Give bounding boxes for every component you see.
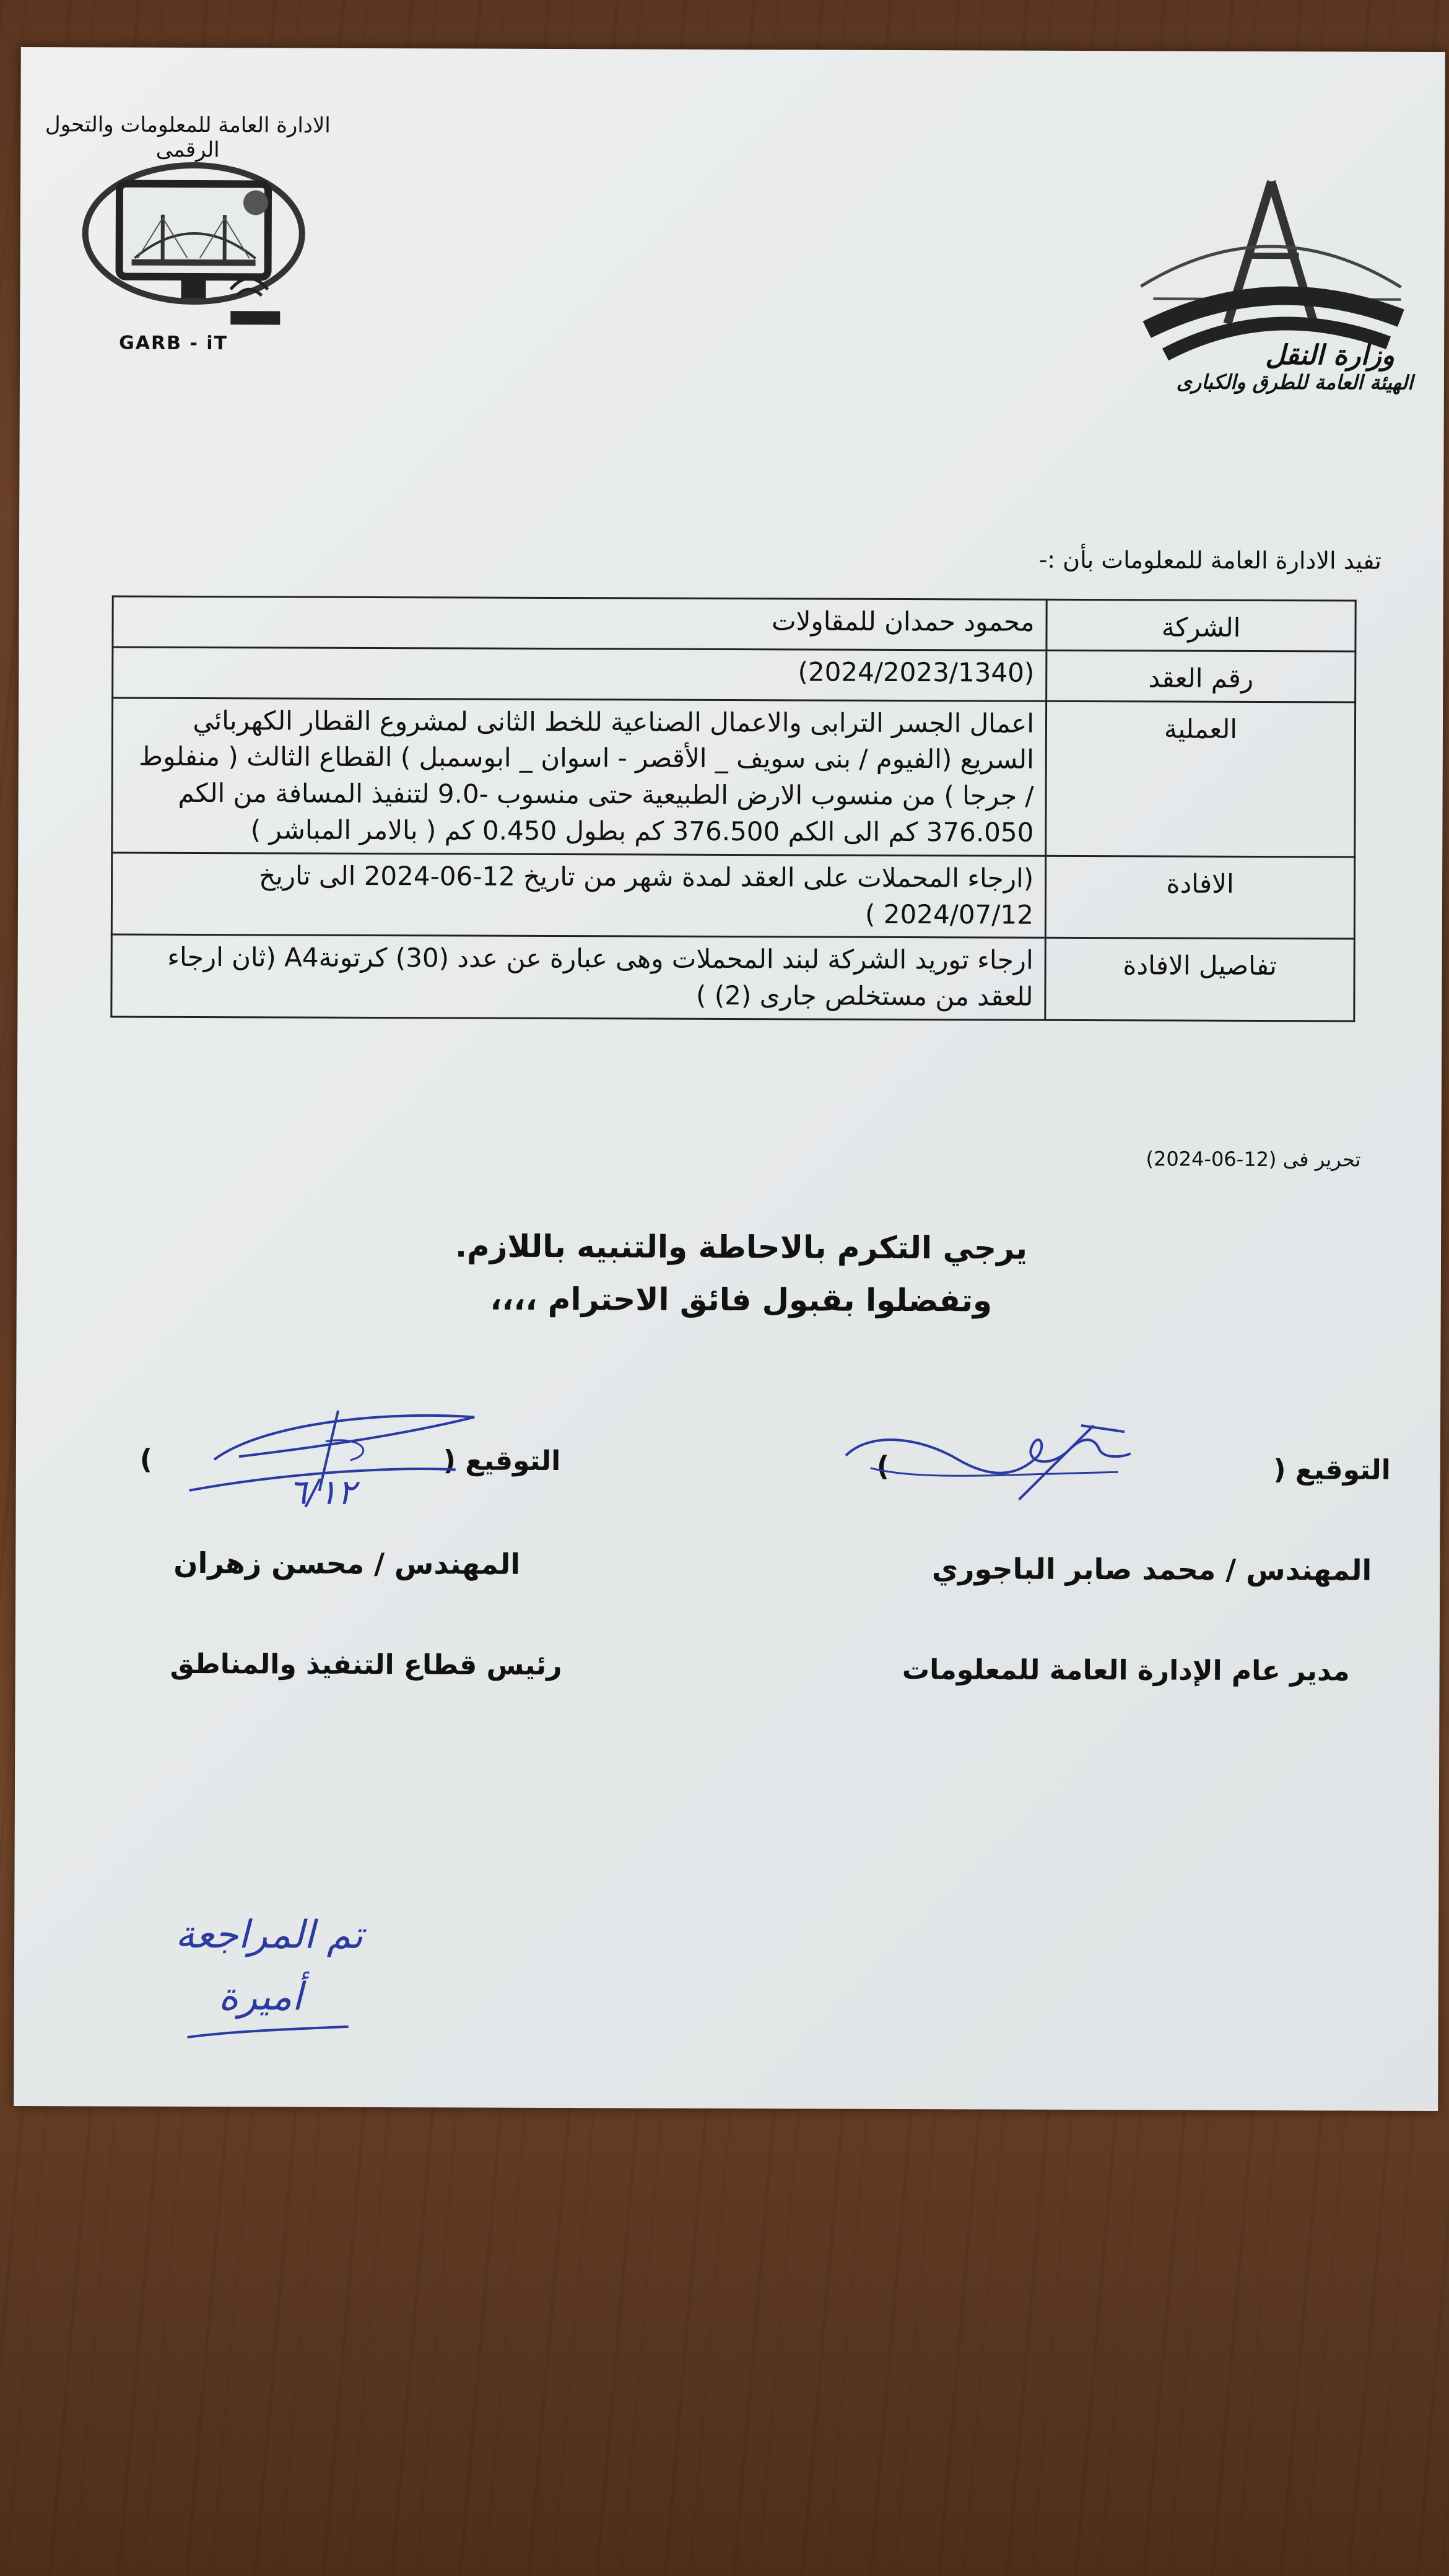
right-handwritten-signature-icon [833,1400,1180,1525]
left-signature-label: التوقيع ( [443,1445,561,1477]
right-signatory-name: المهندس / محمد صابر الباجوري [931,1552,1372,1587]
table-row [113,647,1355,702]
left-handwritten-date: ٦/١٢ [288,1472,356,1513]
left-signatory-name: المهندس / محسن زهران [173,1546,521,1581]
issue-date: تحرير فى (12-06-2024) [1146,1147,1361,1172]
review-note-underline-icon [181,2020,355,2045]
row-label: تفاصيل الافادة [1045,938,1354,1021]
document-page [14,47,1445,2111]
row-label: الشركة [1046,599,1355,651]
closing-line-2: وتفضلوا بقبول فائق الاحترام ،،،، [490,1281,993,1319]
right-signatory-title: مدير عام الإدارة العامة للمعلومات [902,1653,1350,1687]
row-value: ارجاء توريد الشركة لبند المحملات وهى عبارة عن عدد (30) كرتونةA4 (ثان ارجاء للعقد من مستخلص جارى (2) ) [111,934,1045,1020]
row-label: الافادة [1045,856,1354,939]
right-signature-label: التوقيع ( [1273,1454,1391,1486]
review-note-line-2: أميرة [218,1973,303,2019]
ministry-name: وزارة النقل [1265,339,1395,372]
closing-line-1: يرجي التكرم بالاحاطة والتنبيه باللازم. [455,1228,1028,1266]
row-value: محمود حمدان للمقاولات [113,596,1046,650]
table-row [111,934,1354,1021]
table-row [111,853,1354,939]
table-row [112,698,1355,857]
it-department-logo-icon [69,140,330,345]
it-department-title: الادارة العامة للمعلومات والتحول الرقمى [45,112,331,163]
table-row [113,596,1355,651]
left-signatory-title: رئيس قطاع التنفيذ والمناطق [170,1648,562,1682]
row-label: العملية [1046,701,1355,857]
row-label: رقم العقد [1046,650,1355,702]
intro-statement: تفيد الادارة العامة للمعلومات بأن :- [1038,546,1382,575]
row-value: (2024/2023/1340) [113,647,1046,701]
authority-name: الهيئة العامة للطرق والكبارى [1176,370,1413,394]
row-value: (ارجاء المحملات على العقد لمدة شهر من تاريخ 12-06-2024 الى تاريخ 2024/07/12 ) [111,853,1045,938]
information-table [110,596,1356,1022]
left-signature-close-paren: ) [139,1443,153,1476]
it-brand-label: GARB - iT [119,332,228,355]
review-note-line-1: تم المراجعة [175,1911,363,1957]
row-value: اعمال الجسر الترابى والاعمال الصناعية للخط الثانى لمشروع القطار الكهربائي السريع (الفيوم / بنى سويف _ الأقصر - اسوان _ ابوسمبل ) القطاع الثالث ( منفلوط / جرجا ) من منسوب الارض الطبيعية حتى منسوب -9.0 لتنفيذ المسافة من الكم 376.050 كم الى الكم 376.500 كم بطول 0.450 كم ( بالامر المباشر ) [112,698,1046,856]
right-signature-close-paren: ) [876,1450,890,1482]
